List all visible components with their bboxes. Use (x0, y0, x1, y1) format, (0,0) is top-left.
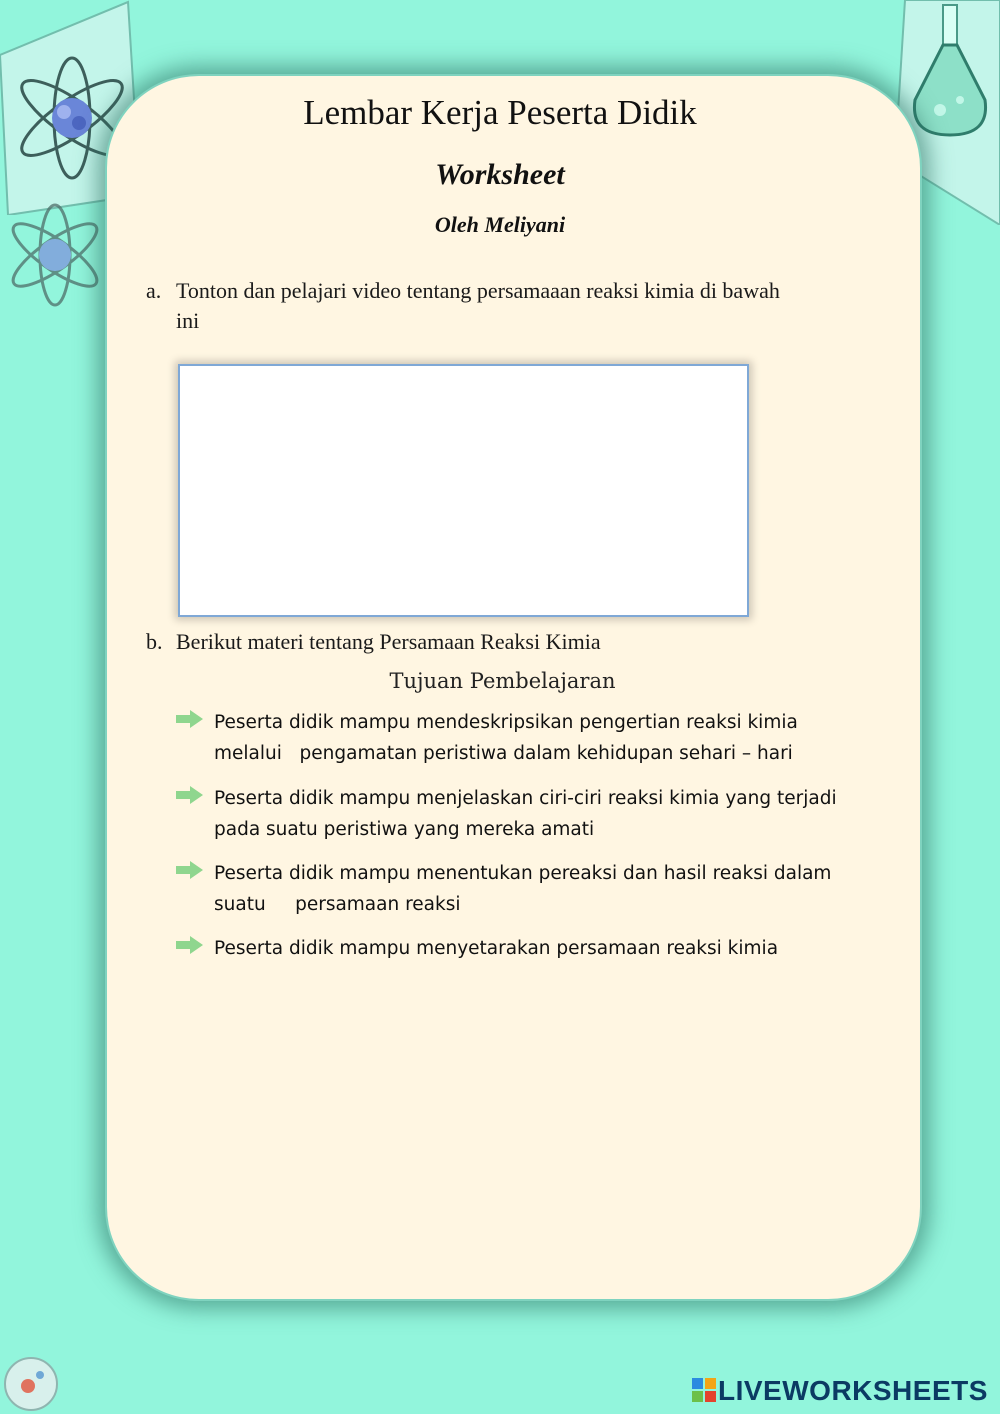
instruction-a-text: Tonton dan pelajari video tentang persamaaan reaksi kimia di bawah ini (176, 278, 780, 333)
instruction-b-text: Berikut materi tentang Persamaan Reaksi Kimia (176, 629, 601, 654)
learning-goal-text: Peserta didik mampu menjelaskan ciri-ciri reaksi kimia yang terjadi pada suatu peristiwa yang mereka amati (214, 788, 837, 840)
page-subtitle: Worksheet (435, 158, 565, 191)
instruction-b-marker: b. (146, 629, 163, 654)
instruction-a-marker: a. (146, 278, 162, 303)
arrow-right-icon (176, 786, 203, 804)
learning-goals-title: Tujuan Pembelajaran (389, 669, 616, 693)
arrow-right-icon (176, 861, 203, 879)
learning-goal-text: Peserta didik mampu mendeskripsikan pengertian reaksi kimia melalui pengamatan peristiwa dalam kehidupan sehari – hari (214, 712, 798, 764)
video-embed[interactable] (178, 364, 749, 617)
liveworksheets-logo[interactable] (692, 1376, 992, 1406)
learning-goal-item (176, 783, 876, 847)
cell-illustration-icon (0, 1350, 62, 1414)
learning-goal-text: Peserta didik mampu menyetarakan persamaan reaksi kimia (214, 938, 779, 959)
brand-name: LIVEWORKSHEETS (718, 1375, 988, 1406)
instruction-b (146, 627, 846, 657)
arrow-right-icon (176, 710, 203, 728)
page-title: Lembar Kerja Peserta Didik (303, 93, 697, 132)
learning-goal-item (176, 933, 876, 997)
atom-illustration-icon (0, 185, 110, 315)
liveworksheets-logo-icon (692, 1378, 716, 1402)
arrow-right-icon (176, 936, 203, 954)
learning-goal-text: Peserta didik mampu menentukan pereaksi dan hasil reaksi dalam suatu persamaan reaksi (214, 863, 832, 915)
author-line: Oleh Meliyani (434, 212, 566, 237)
learning-goal-item (176, 858, 876, 922)
instruction-a (146, 276, 786, 336)
learning-goal-item (176, 707, 876, 771)
